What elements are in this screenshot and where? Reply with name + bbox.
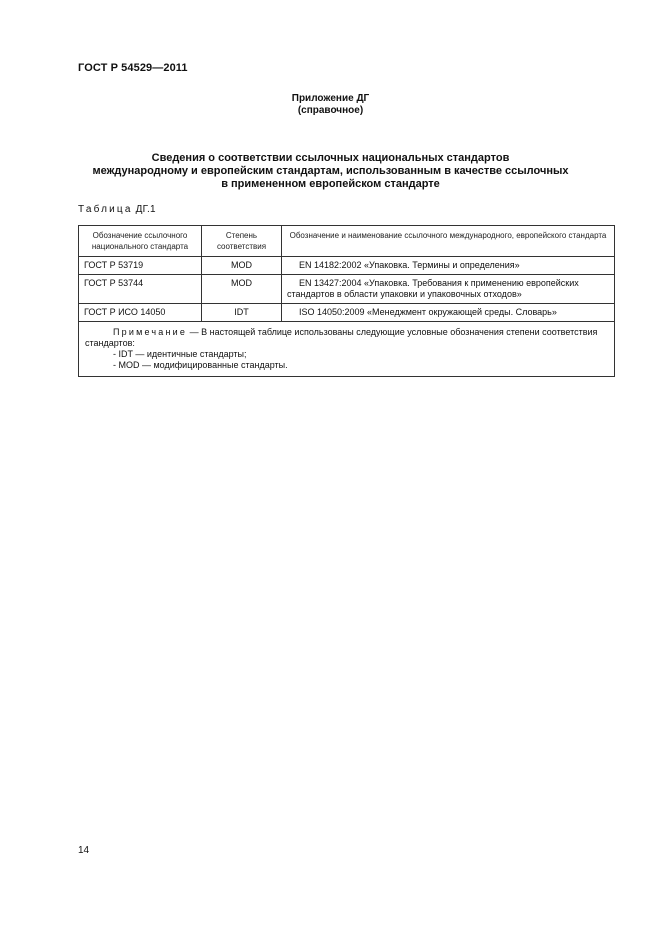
- column-header-national: Обозначение ссылочного национального стандарта: [79, 226, 202, 257]
- section-title-line: международному и европейским стандартам, использованным в качестве ссылочных: [92, 165, 569, 177]
- table-row: [79, 275, 615, 304]
- table-caption-id: ДГ.1: [135, 204, 156, 215]
- note-label: Примечание: [113, 327, 188, 337]
- cell-reference: EN 13427:2004 «Упаковка. Требования к применению европейских стандартов в области упаковки и упаковочных отходов»: [282, 275, 615, 304]
- appendix-title: Приложение ДГ: [291, 93, 370, 104]
- note-item: - IDT — идентичные стандарты;: [113, 349, 247, 359]
- column-header-reference: Обозначение и наименование ссылочного международного, европейского стандарта: [282, 226, 615, 257]
- table-note: [79, 322, 615, 377]
- page-number: 14: [78, 845, 90, 856]
- note-text: [85, 327, 608, 349]
- note-body: — В настоящей таблице использованы следующие условные обозначения степени соответствия стандартов:: [85, 327, 598, 348]
- note-item: - MOD — модифицированные стандарты.: [113, 360, 288, 370]
- section-title-line: Сведения о соответствии ссылочных национальных стандартов: [151, 152, 510, 164]
- table-caption: [78, 204, 156, 215]
- table-row: [79, 257, 615, 275]
- table-note-row: [79, 322, 615, 377]
- column-header-degree: Степень соответствия: [202, 226, 282, 257]
- cell-degree: MOD: [202, 257, 282, 275]
- section-title-line: в примененном европейском стандарте: [221, 178, 440, 190]
- correspondence-table: [78, 225, 615, 377]
- section-title: [0, 152, 661, 191]
- cell-degree: MOD: [202, 275, 282, 304]
- document-code: ГОСТ Р 54529—2011: [78, 62, 188, 74]
- cell-national: ГОСТ Р 53744: [79, 275, 202, 304]
- cell-national: ГОСТ Р 53719: [79, 257, 202, 275]
- appendix-heading: [0, 93, 661, 117]
- table-header-row: [79, 226, 615, 257]
- table-caption-word: Таблица: [78, 204, 133, 215]
- appendix-subtitle: (справочное): [297, 105, 364, 116]
- cell-national: ГОСТ Р ИСО 14050: [79, 304, 202, 322]
- cell-reference: ISO 14050:2009 «Менеджмент окружающей среды. Словарь»: [282, 304, 615, 322]
- cell-reference: EN 14182:2002 «Упаковка. Термины и определения»: [282, 257, 615, 275]
- table-row: [79, 304, 615, 322]
- cell-degree: IDT: [202, 304, 282, 322]
